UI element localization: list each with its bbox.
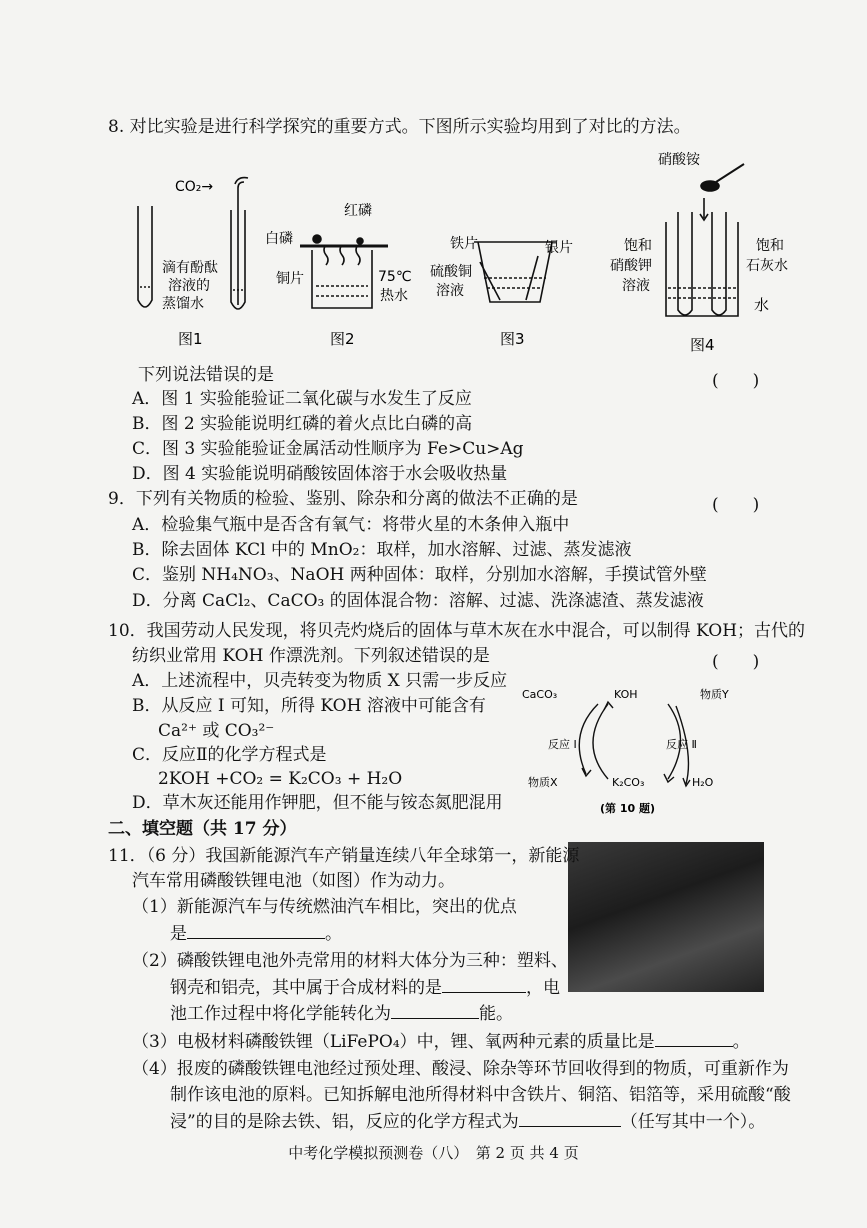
fig4-caption: 图4 (690, 336, 715, 354)
q9-option-a: A．检验集气瓶中是否含有氧气：将带火星的木条伸入瓶中 (132, 515, 570, 535)
q11-part-1-suffix: 。 (325, 924, 342, 944)
q11-blank-2[interactable] (442, 976, 526, 993)
q11-part-1-answer-line (170, 922, 342, 945)
diagram-koh: KOH (614, 688, 638, 701)
silver-label: 银片 (545, 240, 573, 256)
q11-part-1-prefix: 是 (170, 924, 187, 944)
q11-part-4-line-3 (170, 1110, 765, 1133)
section-heading-fill-in: 二、填空题（共 17 分） (108, 819, 297, 839)
fig3-caption: 图3 (500, 330, 525, 348)
iron-label: 铁片 (450, 236, 478, 252)
q11-part-4-line-2: 制作该电池的原料。已知拆解电池所得材料中含铁片、铜箔、铝箔等，采用硫酸“酸 (170, 1085, 791, 1105)
diagram-caption: (第 10 题) (600, 802, 656, 815)
diagram-k2co3: K₂CO₃ (612, 776, 645, 789)
q9-stem: 9．下列有关物质的检验、鉴别、除杂和分离的做法不正确的是 (108, 489, 578, 509)
fig3-diagram (474, 242, 556, 302)
q11-part-2-line-1: （2）磷酸铁锂电池外壳常用的材料大体分为三种：塑料、 (132, 951, 568, 971)
hot-water-label-2: 热水 (380, 288, 408, 304)
q10-option-c: C．反应Ⅱ的化学方程式是 (132, 745, 327, 765)
page-footer: 中考化学模拟预测卷（八） 第 2 页 共 4 页 (288, 1144, 579, 1162)
cuso4-label-1: 硫酸铜 (430, 264, 472, 280)
q8-option-a: A．图 1 实验能验证二氧化碳与水发生了反应 (132, 389, 472, 409)
q11-part-2-text-d: 能。 (479, 1004, 513, 1024)
fig1-caption: 图1 (178, 330, 203, 348)
fig4-diagram (666, 164, 744, 316)
fig1-liquid-label-3: 蒸馏水 (162, 296, 204, 312)
water-label: 水 (754, 296, 770, 314)
q11-part-3-text: （3）电极材料磷酸铁锂（LiFePO₄）中，锂、氧两种元素的质量比是 (132, 1032, 655, 1052)
cuso4-label-2: 溶液 (436, 283, 464, 299)
q8-figures (0, 150, 867, 390)
kno3-label-1: 饱和 (624, 238, 652, 254)
battery-photo (568, 842, 764, 992)
diagram-caco3: CaCO₃ (522, 688, 558, 701)
red-p-label: 红磷 (344, 203, 372, 219)
q11-part-1: （1）新能源汽车与传统燃油汽车相比，突出的优点 (132, 897, 517, 917)
q11-part-3 (132, 1030, 750, 1053)
fig1-liquid-label-1: 滴有酚酞 (162, 260, 218, 276)
q11-part-4-text: 浸”的目的是除去铁、铝，反应的化学方程式为 (170, 1112, 519, 1132)
co2-label: CO₂→ (175, 179, 214, 195)
q8-answer-paren: ( ) (712, 371, 760, 391)
q11-part-2-line-2 (170, 976, 560, 999)
q11-blank-4[interactable] (655, 1030, 733, 1047)
kno3-label-2: 硝酸钾 (610, 258, 652, 274)
kno3-label-3: 溶液 (622, 278, 650, 294)
nh4no3-label: 硝酸铵 (658, 152, 700, 168)
q11-line-2: 汽车常用磷酸铁锂电池（如图）作为动力。 (132, 871, 455, 891)
lime-label-1: 饱和 (756, 238, 784, 254)
q11-blank-5[interactable] (519, 1110, 621, 1127)
q8-option-b: B．图 2 实验能说明红磷的着火点比白磷的高 (132, 414, 473, 434)
q9-option-c: C．鉴别 NH₄NO₃、NaOH 两种固体：取样，分别加水溶解，手摸试管外壁 (132, 565, 707, 585)
q11-blank-3[interactable] (391, 1002, 479, 1019)
fig2-caption: 图2 (330, 330, 355, 348)
fig1-liquid-label-2: 溶液的 (168, 278, 210, 294)
lime-label-2: 石灰水 (746, 258, 788, 274)
q9-option-d: D．分离 CaCl₂、CaCO₃ 的固体混合物：溶解、过滤、洗涤滤渣、蒸发滤液 (132, 591, 704, 611)
q10-answer-paren: ( ) (712, 652, 760, 672)
q10-option-c-equation: 2KOH +CO₂ = K₂CO₃ + H₂O (158, 769, 403, 789)
q11-part-2-text-b: ，电 (526, 978, 560, 998)
q11-blank-1[interactable] (187, 922, 325, 939)
q11-part-2-text-c: 池工作过程中将化学能转化为 (170, 1004, 391, 1024)
q10-flow-diagram (518, 684, 768, 824)
q9-answer-paren: ( ) (712, 495, 760, 515)
diagram-reaction-2: 反应 Ⅱ (666, 738, 697, 751)
q10-option-b: B．从反应 Ⅰ 可知，所得 KOH 溶液中可能含有 (132, 696, 486, 716)
q10-option-a: A．上述流程中，贝壳转变为物质 X 只需一步反应 (132, 671, 508, 691)
q11-line-1: 11．（6 分）我国新能源汽车产销量连续八年全球第一，新能源 (108, 846, 580, 866)
q10-option-b-ions: Ca²⁺ 或 CO₃²⁻ (158, 721, 275, 741)
diagram-substance-x: 物质X (528, 776, 558, 789)
q9-option-b: B．除去固体 KCl 中的 MnO₂：取样，加水溶解、过滤、蒸发滤液 (132, 540, 632, 560)
q8-option-d: D．图 4 实验能说明硝酸铵固体溶于水会吸收热量 (132, 464, 508, 484)
q10-stem-1: 10．我国劳动人民发现，将贝壳灼烧后的固体与草木灰在水中混合，可以制得 KOH；古代的 (108, 621, 806, 641)
q11-part-4-line-1: （4）报废的磷酸铁锂电池经过预处理、酸浸、除杂等环节回收得到的物质，可重新作为 (132, 1059, 789, 1079)
diagram-h2o: H₂O (692, 776, 714, 789)
q11-part-2-text-a: 钢壳和铝壳，其中属于合成材料的是 (170, 978, 442, 998)
copper-label: 铜片 (276, 271, 304, 287)
white-p-label: 白磷 (265, 231, 293, 247)
q8-stem: 8. 对比实验是进行科学探究的重要方式。下图所示实验均用到了对比的方法。 (108, 117, 691, 137)
fig2-diagram (300, 235, 388, 308)
diagram-substance-y: 物质Y (700, 688, 729, 701)
q11-part-2-line-3 (170, 1002, 513, 1025)
q11-part-4-suffix: （任写其中一个）。 (620, 1112, 766, 1132)
q8-prompt: 下列说法错误的是 (138, 365, 274, 385)
q11-part-3-suffix: 。 (732, 1032, 750, 1052)
q10-stem-2: 纺织业常用 KOH 作漂洗剂。下列叙述错误的是 (132, 646, 490, 666)
q10-option-d: D．草木灰还能用作钾肥，但不能与铵态氮肥混用 (132, 793, 503, 813)
diagram-reaction-1: 反应 Ⅰ (548, 738, 577, 751)
hot-water-label-1: 75℃ (378, 269, 412, 285)
q8-option-c: C．图 3 实验能验证金属活动性顺序为 Fe>Cu>Ag (132, 439, 524, 459)
